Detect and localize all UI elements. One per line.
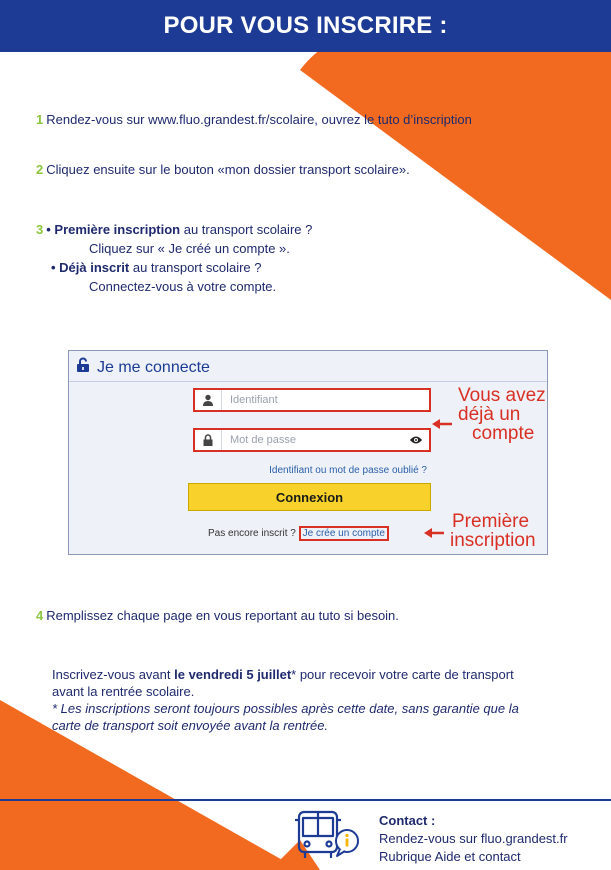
deadline-line-2: avant la rentrée scolaire. xyxy=(52,684,195,699)
page-title: POUR VOUS INSCRIRE : xyxy=(163,12,448,39)
step-4 xyxy=(36,608,399,623)
deadline-note-2: carte de transport soit envoyée avant la rentrée. xyxy=(52,718,329,733)
step-2-number: 2 xyxy=(36,162,44,177)
step-1-text: Rendez-vous sur www.fluo.grandest.fr/scolaire, ouvrez le tuto d’inscription xyxy=(46,112,472,127)
contact-block xyxy=(379,812,568,866)
arrow-left-icon xyxy=(432,419,452,429)
step-2-text: Cliquez ensuite sur le bouton «mon dossier transport scolaire». xyxy=(46,162,410,177)
bus-info-icon xyxy=(293,808,365,862)
step-3-number: 3 xyxy=(36,222,44,237)
already-registered-rest: au transport scolaire ? xyxy=(129,260,262,275)
annotation-line: inscription xyxy=(450,530,536,551)
connexion-button[interactable]: Connexion xyxy=(188,483,431,511)
annotation-line: Première xyxy=(452,511,530,532)
annotation-line: déjà un xyxy=(458,404,521,425)
footer-divider xyxy=(0,799,611,801)
arrow-left-icon xyxy=(424,528,444,538)
not-registered-text: Pas encore inscrit ? xyxy=(208,528,296,539)
deadline-block xyxy=(52,666,519,734)
contact-title: Contact : xyxy=(379,813,436,828)
deadline-note-1: * Les inscriptions seront toujours possibles après cette date, sans garantie que la xyxy=(52,701,519,716)
annotation-line: compte xyxy=(472,423,535,444)
first-registration-instruction: Cliquez sur « Je créé un compte ». xyxy=(89,241,290,256)
already-registered-label: • Déjà inscrit xyxy=(51,260,130,275)
contact-line-1: Rendez-vous sur fluo.grandest.fr xyxy=(379,831,568,846)
contact-line-2: Rubrique Aide et contact xyxy=(379,849,521,864)
step-1-number: 1 xyxy=(36,112,44,127)
password-placeholder: Mot de passe xyxy=(230,434,297,446)
login-title: Je me connecte xyxy=(97,358,210,376)
step-4-text: Remplissez chaque page en vous reportant au tuto si besoin. xyxy=(46,608,399,623)
create-account-link[interactable]: Je crée un compte xyxy=(299,526,389,541)
deadline-date: le vendredi 5 juillet xyxy=(174,667,292,682)
already-registered-instruction: Connectez-vous à votre compte. xyxy=(89,279,277,294)
annotation-line: Vous avez xyxy=(458,385,546,406)
first-registration-annotation xyxy=(450,512,536,550)
step-4-number: 4 xyxy=(36,608,44,623)
first-registration-label: • Première inscription xyxy=(46,222,181,237)
existing-account-annotation xyxy=(458,386,546,443)
deadline-rest: * pour recevoir votre carte de transport xyxy=(291,667,514,682)
first-registration-rest: au transport scolaire ? xyxy=(180,222,313,237)
username-placeholder: Identifiant xyxy=(230,394,278,406)
deadline-intro: Inscrivez-vous avant xyxy=(52,667,175,682)
forgot-credentials-link[interactable]: Identifiant ou mot de passe oublié ? xyxy=(269,465,427,476)
